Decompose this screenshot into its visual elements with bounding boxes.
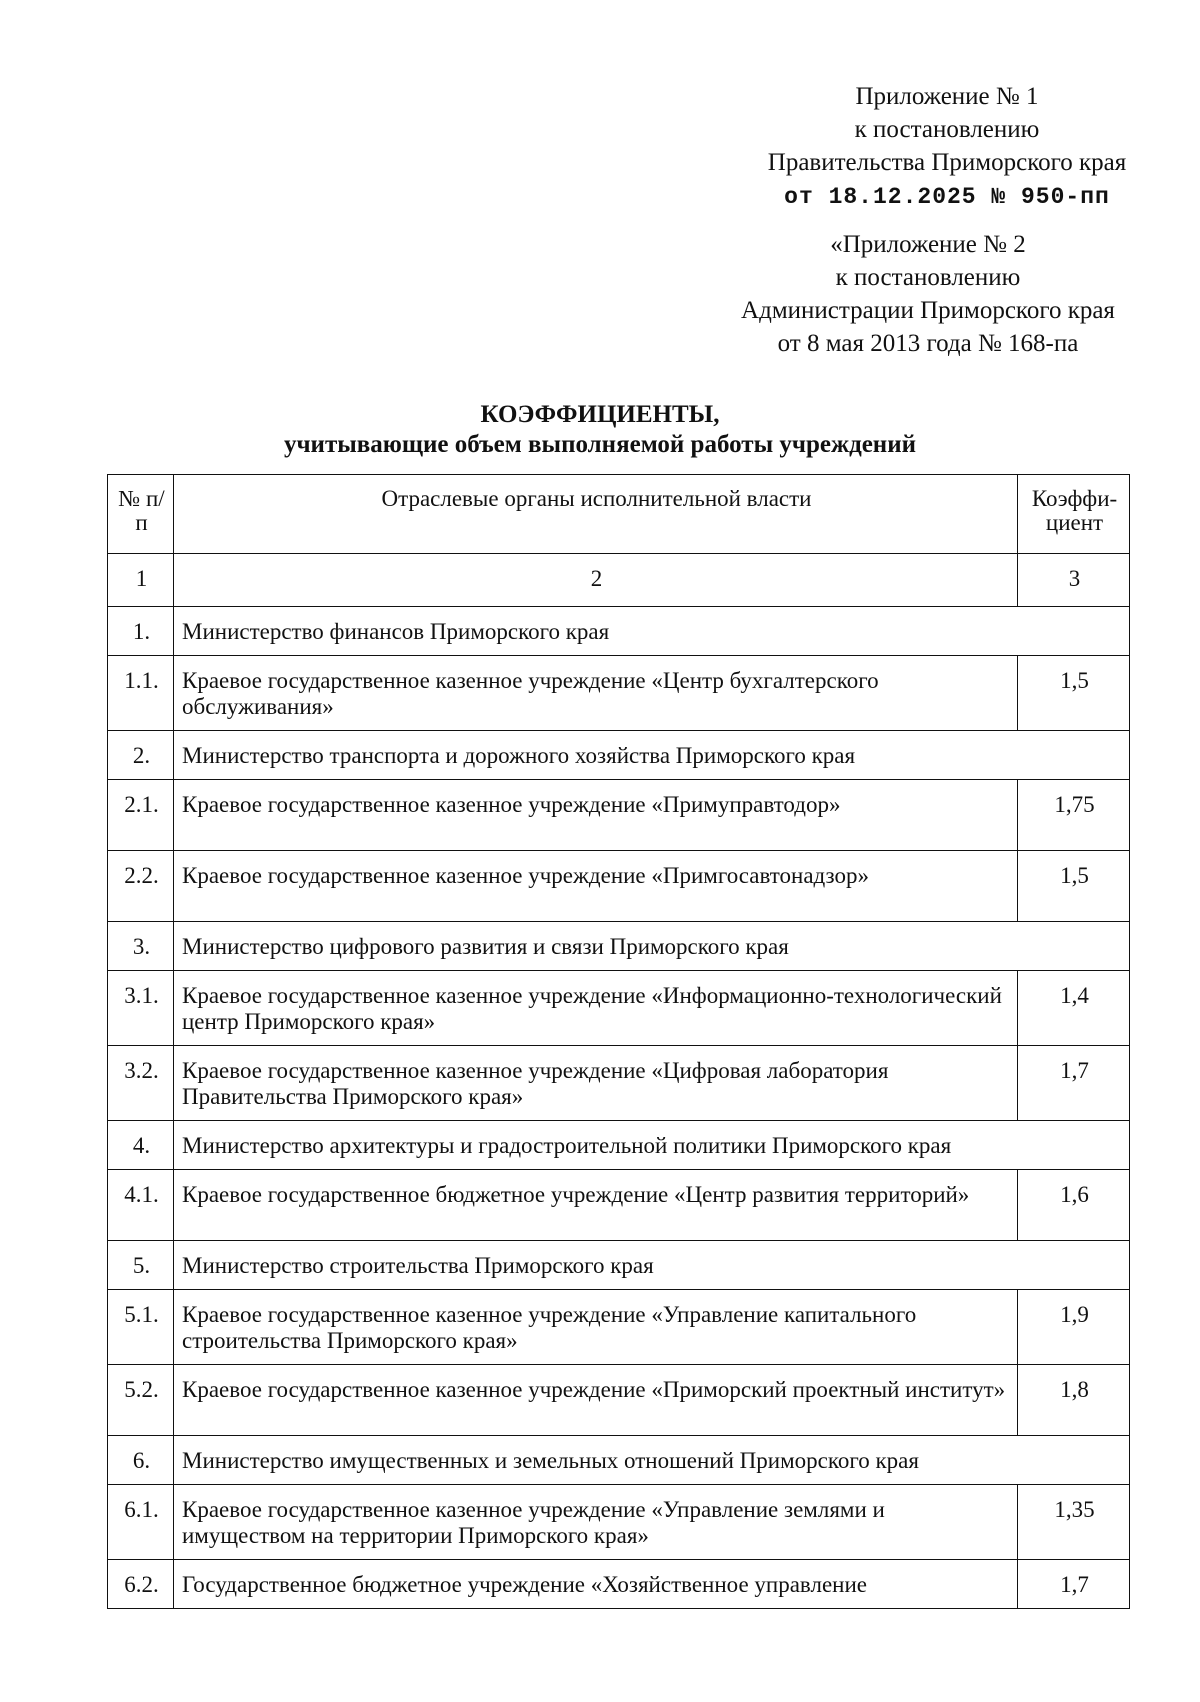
- table-row: [108, 1046, 1130, 1121]
- coefficient-value: 1,75: [1018, 780, 1130, 851]
- row-number: 5.1.: [108, 1290, 174, 1365]
- ministry-name: Министерство архитектуры и градостроительной политики Приморского края: [174, 1121, 1130, 1170]
- table-row: [108, 1365, 1130, 1436]
- row-number: 2.: [108, 731, 174, 780]
- coefficient-value: 1,5: [1018, 851, 1130, 922]
- column-number: 1: [108, 554, 174, 607]
- document-title: [0, 400, 1200, 460]
- table-row-ministry: [108, 731, 1130, 780]
- institution-name: Краевое государственное казенное учреждение «Информационно-технологический центр Приморского края»: [174, 971, 1018, 1046]
- institution-name: Краевое государственное казенное учреждение «Примгосавтонадзор»: [174, 851, 1018, 922]
- column-number: 2: [174, 554, 1018, 607]
- row-number: 4.: [108, 1121, 174, 1170]
- institution-name: Государственное бюджетное учреждение «Хозяйственное управление: [174, 1560, 1018, 1609]
- appendix-2-title: «Приложение № 2: [830, 231, 1026, 258]
- ministry-name: Министерство цифрового развития и связи Приморского края: [174, 922, 1130, 971]
- title-subtitle: учитывающие объем выполняемой работы учреждений: [283, 431, 917, 458]
- institution-name: Краевое государственное казенное учреждение «Управление землями и имуществом на территории Приморского края»: [174, 1485, 1018, 1560]
- row-number: 3.1.: [108, 971, 174, 1046]
- table-row: [108, 1560, 1130, 1609]
- institution-name: Краевое государственное казенное учреждение «Цифровая лаборатория Правительства Приморского края»: [174, 1046, 1018, 1121]
- registration-stamp: от 18.12.2025 № 950-пп: [784, 184, 1110, 210]
- appendix-1-authority: Правительства Приморского края: [767, 149, 1127, 176]
- table-row-ministry: [108, 1436, 1130, 1485]
- institution-name: Краевое государственное казенное учреждение «Управление капитального строительства Приморского края»: [174, 1290, 1018, 1365]
- ministry-name: Министерство имущественных и земельных отношений Приморского края: [174, 1436, 1130, 1485]
- table-row-ministry: [108, 1121, 1130, 1170]
- appendix-1-resolution: к постановлению: [854, 116, 1040, 143]
- coefficients-table: [107, 474, 1130, 1609]
- ministry-name: Министерство финансов Приморского края: [174, 607, 1130, 656]
- institution-name: Краевое государственное казенное учреждение «Примуправтодор»: [174, 780, 1018, 851]
- header-coefficient: Коэффи- циент: [1018, 475, 1130, 554]
- header-authority: Отраслевые органы исполнительной власти: [174, 475, 1018, 554]
- appendix-2-date: от 8 мая 2013 года № 168-па: [777, 330, 1079, 357]
- table-row: [108, 1290, 1130, 1365]
- row-number: 2.1.: [108, 780, 174, 851]
- table-row: [108, 1170, 1130, 1241]
- row-number: 4.1.: [108, 1170, 174, 1241]
- table-row: [108, 851, 1130, 922]
- coefficient-value: 1,6: [1018, 1170, 1130, 1241]
- institution-name: Краевое государственное казенное учреждение «Центр бухгалтерского обслуживания»: [174, 656, 1018, 731]
- appendix-2-header: [718, 228, 1138, 360]
- coefficient-value: 1,5: [1018, 656, 1130, 731]
- table-row: [108, 971, 1130, 1046]
- row-number: 1.1.: [108, 656, 174, 731]
- ministry-name: Министерство строительства Приморского края: [174, 1241, 1130, 1290]
- table-row-ministry: [108, 607, 1130, 656]
- table-row: [108, 780, 1130, 851]
- appendix-2-authority: Администрации Приморского края: [741, 297, 1115, 324]
- title-main: КОЭФФИЦИЕНТЫ,: [480, 401, 720, 428]
- coefficient-value: 1,7: [1018, 1560, 1130, 1609]
- row-number: 3.: [108, 922, 174, 971]
- row-number: 6.2.: [108, 1560, 174, 1609]
- row-number: 3.2.: [108, 1046, 174, 1121]
- coefficient-value: 1,8: [1018, 1365, 1130, 1436]
- coefficient-value: 1,9: [1018, 1290, 1130, 1365]
- table-row-ministry: [108, 1241, 1130, 1290]
- table-row: [108, 656, 1130, 731]
- row-number: 2.2.: [108, 851, 174, 922]
- row-number: 1.: [108, 607, 174, 656]
- appendix-1-header: [742, 80, 1152, 214]
- appendix-1-title: Приложение № 1: [855, 83, 1039, 110]
- coefficient-value: 1,35: [1018, 1485, 1130, 1560]
- table-row-ministry: [108, 922, 1130, 971]
- row-number: 6.1.: [108, 1485, 174, 1560]
- column-number: 3: [1018, 554, 1130, 607]
- header-number: № п/п: [108, 475, 174, 554]
- appendix-2-resolution: к постановлению: [835, 264, 1021, 291]
- row-number: 5.: [108, 1241, 174, 1290]
- coefficient-value: 1,4: [1018, 971, 1130, 1046]
- row-number: 5.2.: [108, 1365, 174, 1436]
- row-number: 6.: [108, 1436, 174, 1485]
- institution-name: Краевое государственное бюджетное учреждение «Центр развития территорий»: [174, 1170, 1018, 1241]
- table-row: [108, 1485, 1130, 1560]
- coefficient-value: 1,7: [1018, 1046, 1130, 1121]
- table-header-row: [108, 475, 1130, 554]
- column-numbers-row: [108, 554, 1130, 607]
- institution-name: Краевое государственное казенное учреждение «Приморский проектный институт»: [174, 1365, 1018, 1436]
- ministry-name: Министерство транспорта и дорожного хозяйства Приморского края: [174, 731, 1130, 780]
